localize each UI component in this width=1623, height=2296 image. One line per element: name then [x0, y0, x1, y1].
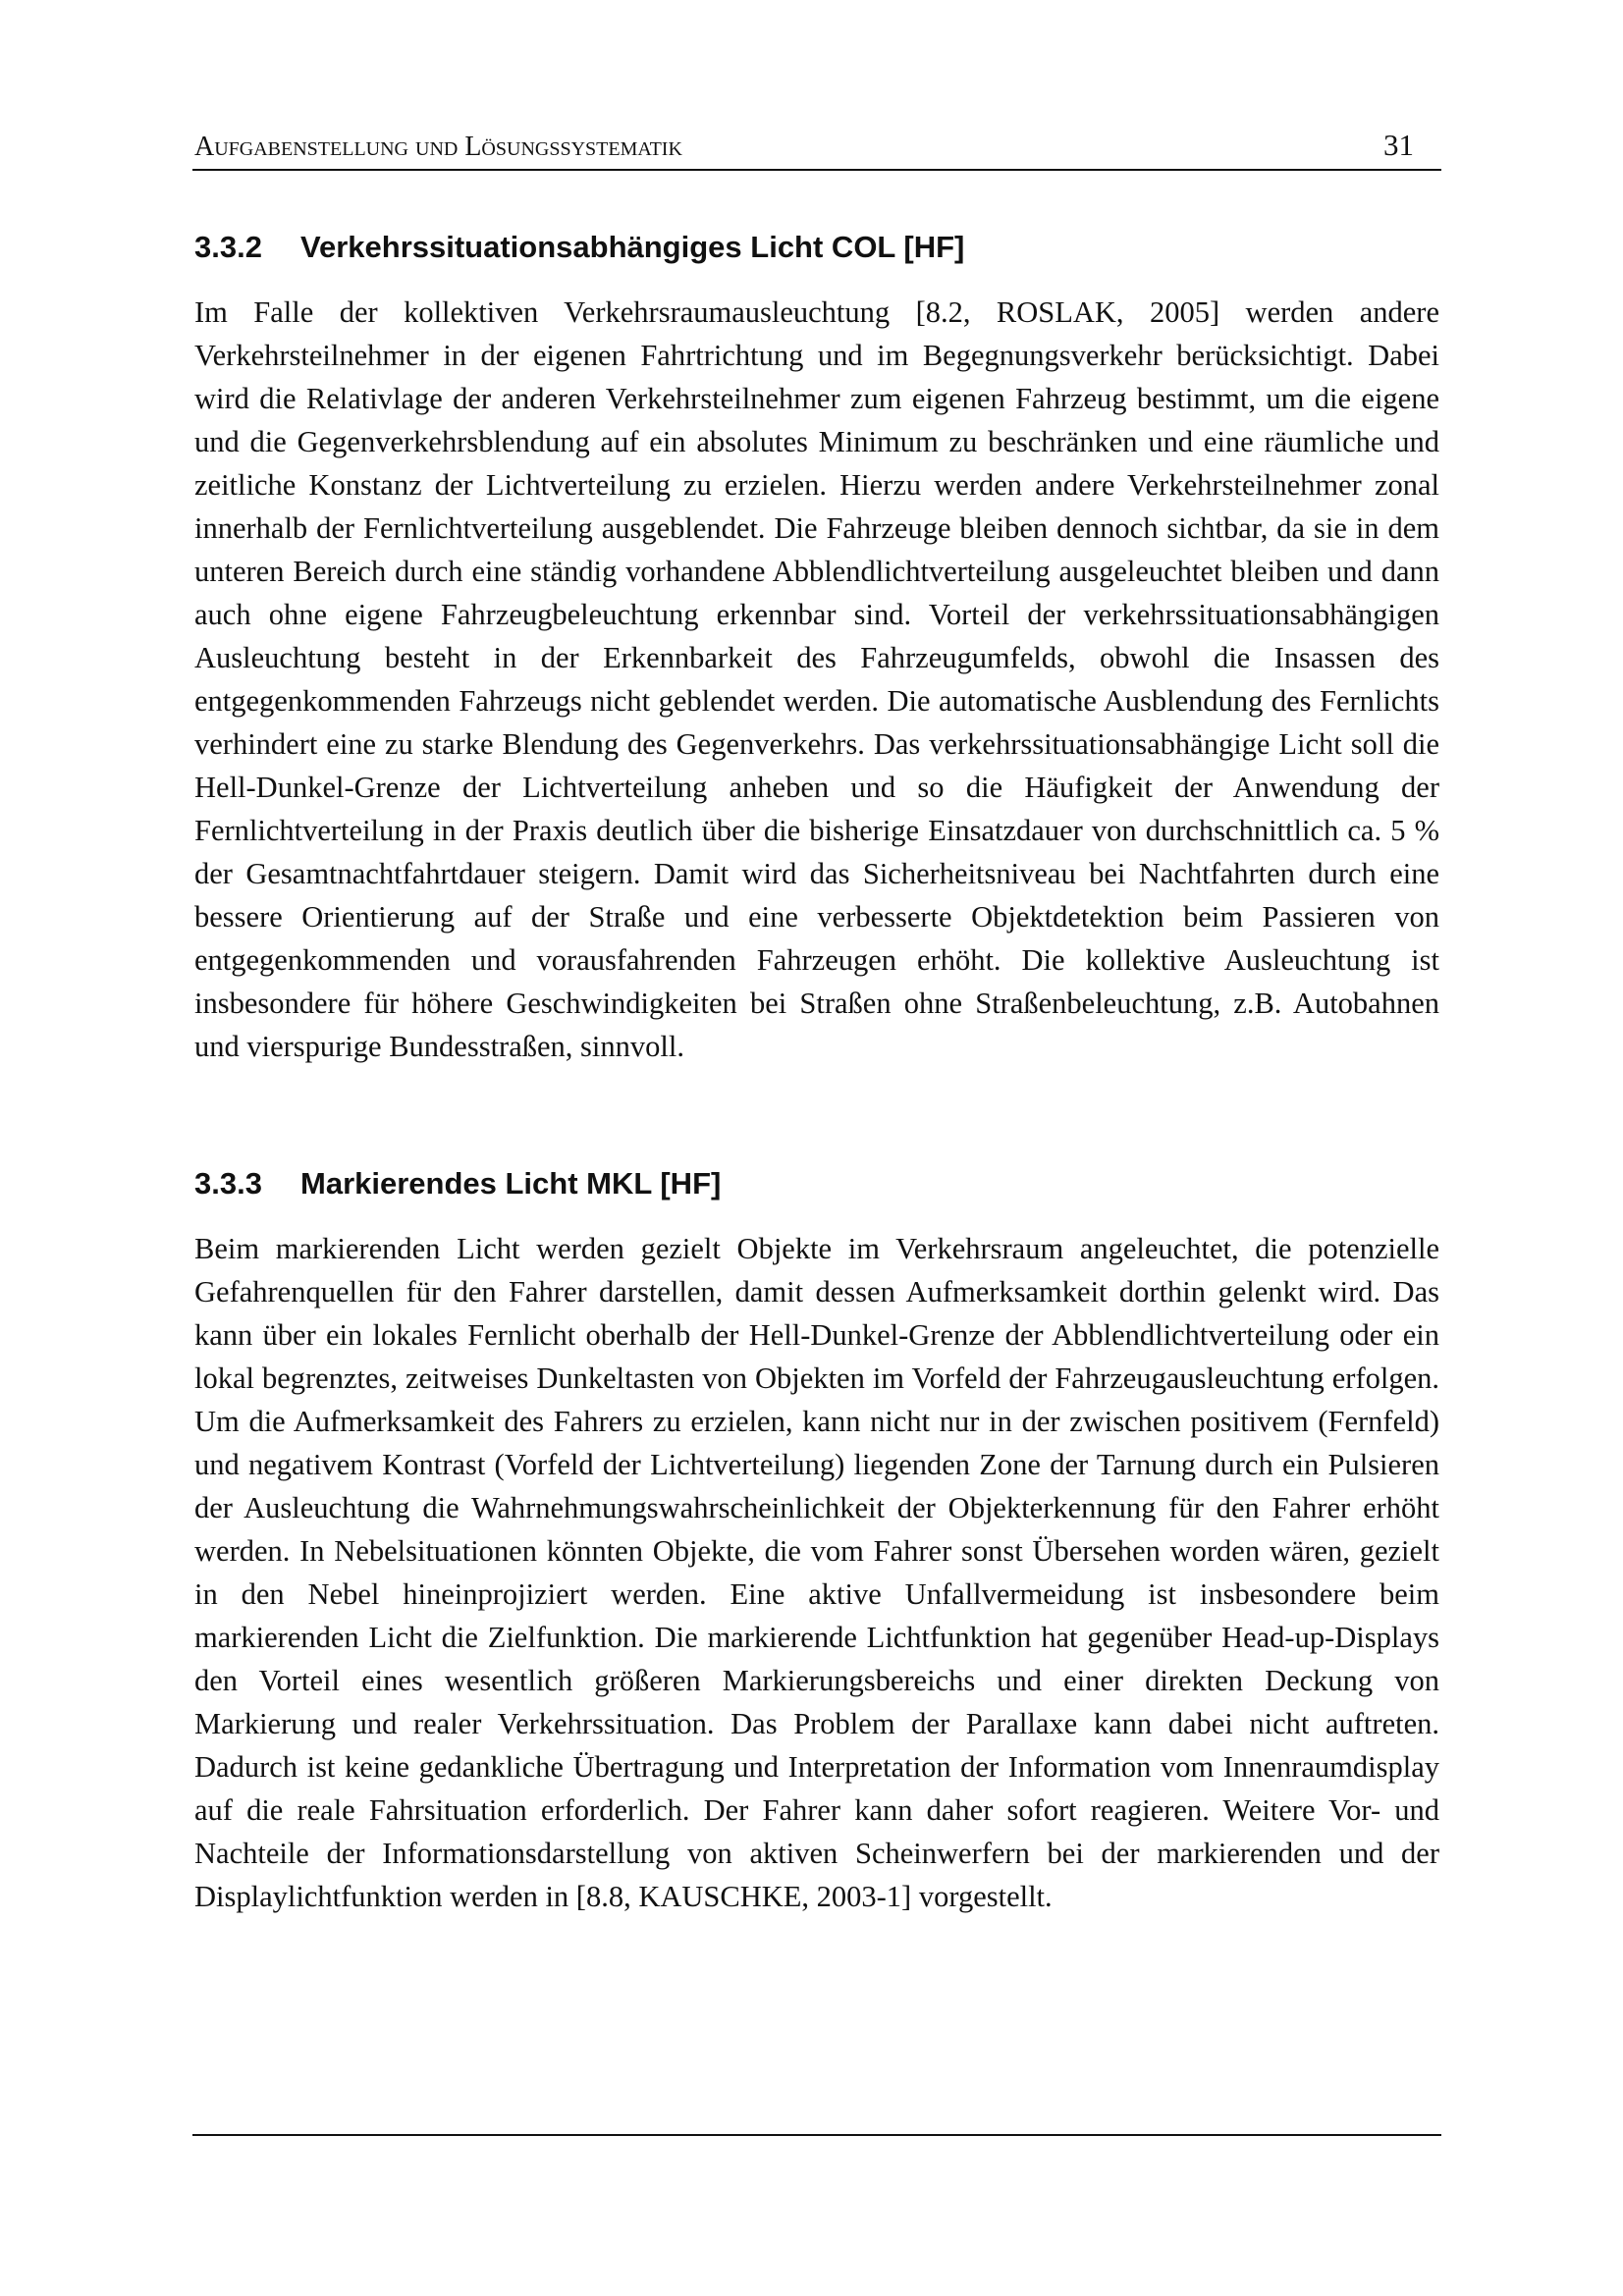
running-header [192, 128, 1441, 171]
section-paragraph-3-3-2: Im Falle der kollektiven Verkehrsraumausleuchtung [8.2, ROSLAK, 2005] werden andere Verkehrsteilnehmer in der eigenen Fahrtrichtung und im Begegnungsverkehr berücksichtigt. Dabei wird die Relativlage der anderen Verkehrsteilnehmer zum eigenen Fahrzeug bestimmt, um die eigene und die Gegenverkehrsblendung auf ein absolutes Minimum zu beschränken und eine räumliche und zeitliche Konstanz der Lichtverteilung zu erzielen. Hierzu werden andere Verkehrsteilnehmer zonal innerhalb der Fernlichtverteilung ausgeblendet. Die Fahrzeuge bleiben dennoch sichtbar, da sie in dem unteren Bereich durch eine ständig vorhandene Abblendlichtverteilung ausgeleuchtet bleiben und dann auch ohne eigene Fahrzeugbeleuchtung erkennbar sind. Vorteil der verkehrssituationsabhängigen Ausleuchtung besteht in der Erkennbarkeit des Fahrzeugumfelds, obwohl die Insassen des entgegenkommenden Fahrzeugs nicht geblendet werden. Die automatische Ausblendung des Fernlichts verhindert eine zu starke Blendung des Gegenverkehrs. Das verkehrssituationsabhängige Licht soll die Hell-Dunkel-Grenze der Lichtverteilung anheben und so die Häufigkeit der Anwendung der Fernlichtverteilung in der Praxis deutlich über die bisherige Einsatzdauer von durchschnittlich ca. 5 % der Gesamtnachtfahrtdauer steigern. Damit wird das Sicherheitsniveau bei Nachtfahrten durch eine bessere Orientierung auf der Straße und eine verbesserte Objektdetektion beim Passieren von entgegenkommenden und vorausfahrenden Fahrzeugen erhöht. Die kollektive Ausleuchtung ist insbesondere für höhere Geschwindigkeiten bei Straßen ohne Straßenbeleuchtung, z.B. Autobahnen und vierspurige Bundesstraßen, sinnvoll. [194, 295, 1439, 1063]
footer-rule [192, 2134, 1441, 2136]
section-title: Markierendes Licht MKL [HF] [300, 1166, 722, 1201]
running-title: Aufgabenstellung und Lösungssystematik [194, 132, 682, 162]
section-number: 3.3.2 [194, 230, 262, 264]
section-title: Verkehrssituationsabhängiges Licht COL [HF] [300, 230, 965, 264]
section-number: 3.3.3 [194, 1166, 262, 1201]
section-paragraph-3-3-3: Beim markierenden Licht werden gezielt Objekte im Verkehrsraum angeleuchtet, die potenzielle Gefahrenquellen für den Fahrer darstellen, damit dessen Aufmerksamkeit dorthin gelenkt wird. Das kann über ein lokales Fernlicht oberhalb der Hell-Dunkel-Grenze der Abblendlichtverteilung oder ein lokal begrenztes, zeitweises Dunkeltasten von Objekten im Vorfeld der Fahrzeugausleuchtung erfolgen. Um die Aufmerksamkeit des Fahrers zu erzielen, kann nicht nur in der zwischen positivem (Fernfeld) und negativem Kontrast (Vorfeld der Lichtverteilung) liegenden Zone der Tarnung durch ein Pulsieren der Ausleuchtung die Wahrnehmungswahrscheinlichkeit der Objekterkennung für den Fahrer erhöht werden. In Nebelsituationen könnten Objekte, die vom Fahrer sonst Übersehen worden wären, gezielt in den Nebel hineinprojiziert werden. Eine aktive Unfallvermeidung ist insbesondere beim markierenden Licht die Zielfunktion. Die markierende Lichtfunktion hat gegenüber Head-up-Displays den Vorteil eines wesentlich größeren Markierungsbereichs und einer direkten Deckung von Markierung und realer Verkehrssituation. Das Problem der Parallaxe kann dabei nicht auftreten. Dadurch ist keine gedankliche Übertragung und Interpretation der Information vom Innenraumdisplay auf die reale Fahrsituation erforderlich. Der Fahrer kann daher sofort reagieren. Weitere Vor- und Nachteile der Informationsdarstellung von aktiven Scheinwerfern bei der markierenden und der Displaylichtfunktion werden in [8.8, KAUSCHKE, 2003-1] vorgestellt. [194, 1232, 1439, 1913]
section-heading-3-3-2 [194, 230, 964, 265]
section-heading-3-3-3 [194, 1166, 721, 1201]
document-page [192, 0, 1441, 2296]
page-number: 31 [1383, 128, 1414, 162]
